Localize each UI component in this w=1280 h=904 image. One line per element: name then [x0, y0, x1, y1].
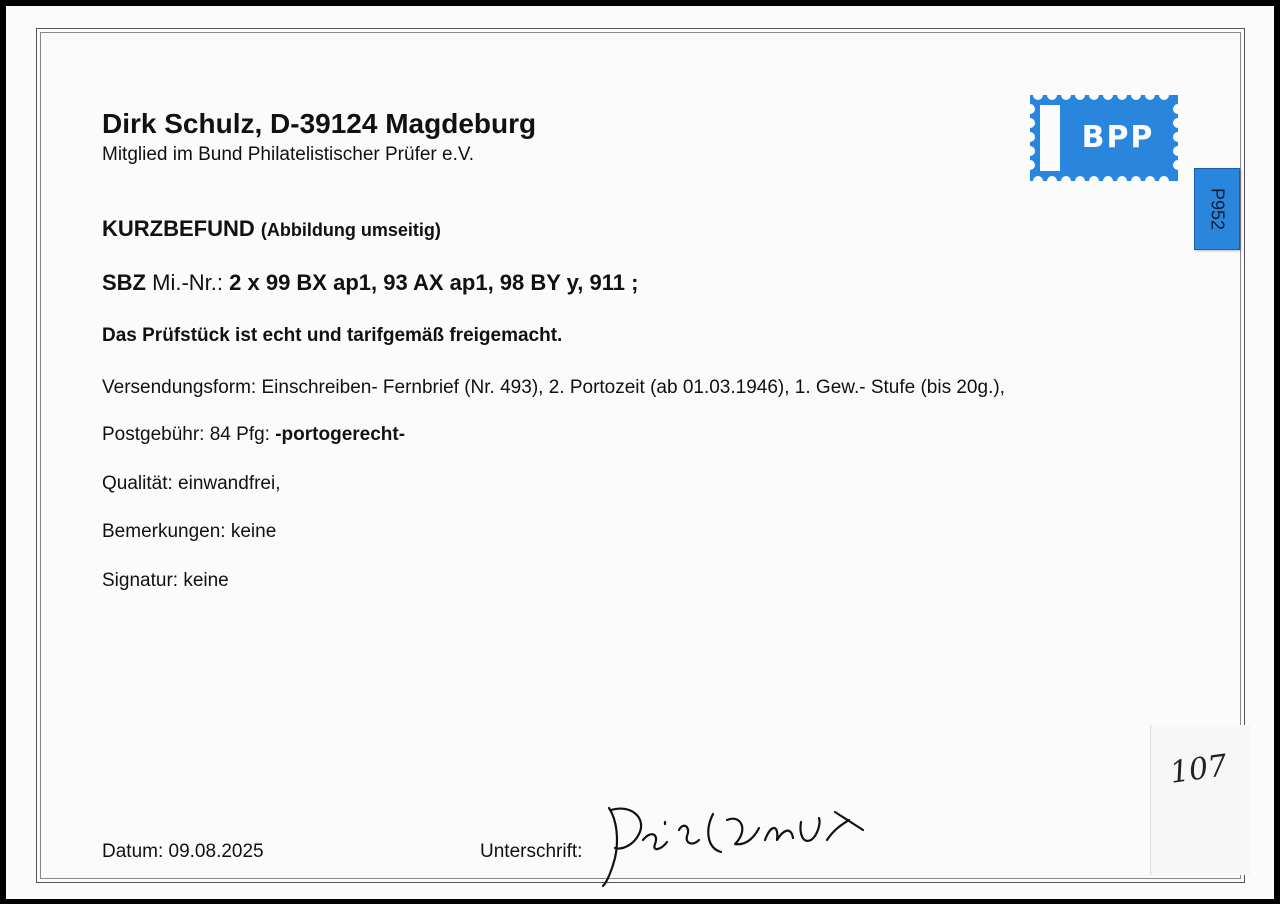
postage-status: -portogerecht-: [275, 424, 406, 445]
shipping-form: Versendungsform: Einschreiben- Fernbrief (Nr. 493), 2. Portozeit (ab 01.03.1946), 1. Gew.- Stufe (bis 20g.),: [102, 377, 1005, 398]
catalog-label: Mi.-Nr.:: [152, 270, 224, 295]
quality: Qualität: einwandfrei,: [102, 473, 281, 494]
catalog-line: [102, 270, 638, 296]
examiner-name: Dirk Schulz, D-39124 Magdeburg: [102, 108, 537, 139]
verdict: Das Prüfstück ist echt und tarifgemäß freigemacht.: [102, 325, 563, 346]
handwritten-signature: [595, 800, 885, 890]
svg-text:BPP: BPP: [1081, 120, 1155, 155]
report-title-note: (Abbildung umseitig): [260, 220, 441, 240]
area-label: SBZ: [102, 270, 146, 295]
bpp-logo: [1030, 95, 1178, 181]
catalog-numbers: 2 x 99 BX ap1, 93 AX ap1, 98 BY y, 911 ;: [229, 270, 639, 295]
handwritten-note: 107: [1167, 748, 1230, 791]
p952-label: P952: [1207, 187, 1228, 231]
postage-label: Postgebühr: 84 Pfg:: [102, 424, 270, 445]
report-title: KURZBEFUND: [102, 216, 255, 241]
report-heading: [102, 216, 441, 242]
signature-note: Signatur: keine: [102, 570, 229, 591]
remarks: Bemerkungen: keine: [102, 521, 277, 542]
date: Datum: 09.08.2025: [102, 841, 264, 862]
p952-tab: [1194, 168, 1240, 250]
signature-label: Unterschrift:: [480, 841, 583, 862]
postage-line: [102, 424, 405, 446]
examiner-membership: Mitglied im Bund Philatelistischer Prüfer e.V.: [102, 144, 475, 165]
corner-tab: [1150, 725, 1251, 875]
